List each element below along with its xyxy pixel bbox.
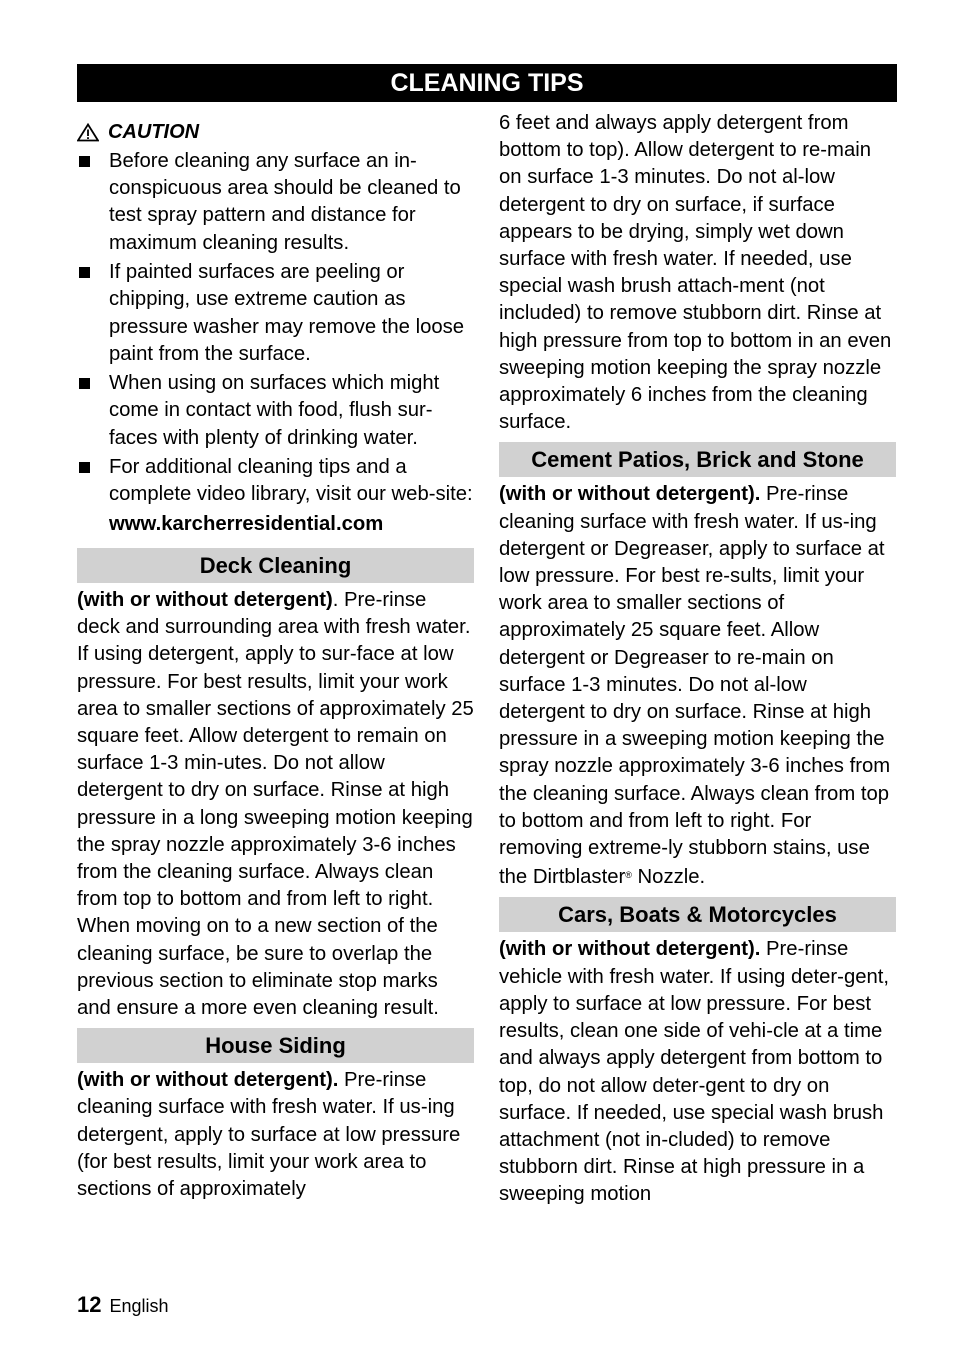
list-item [77,370,474,452]
cars-boats-text [499,936,896,1208]
section-heading-cars-boats: Cars, Boats & Motorcycles [499,897,896,932]
cars-boats-lead: (with or without detergent). [499,938,761,961]
house-siding-text [77,1067,474,1203]
cement-patios-text [499,481,896,891]
cement-patios-body: Pre-rinse cleaning surface with fresh water. If us-ing detergent or Degreaser, apply to surface at low pressure. For best re-sults, limit your work area to smaller sections of approximately 25 square feet. Allow detergent or Degreaser to re-main on surface 1-3 minutes. Do not al-low detergent to dry on surface. Rinse at high pressure in a sweeping motion keeping the spray nozzle approximately 3-6 inches from the cleaning surface. Always clean from top to bottom and from left to right. For removing extreme-ly stubborn stains, use the Dirtblaster [499,483,891,889]
bullet-square-icon [79,267,90,278]
bullet-square-icon [79,462,90,473]
section-heading-house-siding: House Siding [77,1028,474,1063]
house-siding-continued: 6 feet and always apply detergent from bottom to top). Allow detergent to re-main on surface 1-3 minutes. Do not al-low detergent to dry on surface, if surface appears to be drying, simply wet down surface with fresh water. If needed, use special wash brush attach-ment (not included) to remove stubborn dirt. Rinse at high pressure from top to bottom in an even sweeping motion keeping the spray nozzle approximately 6 inches from the cleaning surface. [499,112,892,434]
caution-heading [77,116,474,148]
house-siding-body: Pre-rinse cleaning surface with fresh water. If us-ing detergent, apply to surface at low pressure (for best results, limit your work area to sections of approximately [77,1069,461,1201]
caution-label: CAUTION [108,121,200,143]
list-item [77,454,474,508]
bullet-text: If painted surfaces are peeling or chipping, use extreme caution as pressure washer may remove the loose paint from the surface. [109,261,465,365]
registered-mark: ® [625,870,632,881]
cars-boats-body: Pre-rinse vehicle with fresh water. If using deter-gent, apply to surface at low pressure. For best results, clean one side of vehi-cle at a time and always apply detergent from bottom to top, do not allow deter-gent to dry on surface. If needed, use special wash brush attachment (not in-cluded) to remove stubborn dirt. Rinse at high pressure in a sweeping motion [499,938,890,1206]
deck-cleaning-text [77,587,474,1022]
website-link[interactable]: www.karcherresidential.com [109,512,384,535]
cement-patios-lead: (with or without detergent). [499,483,761,506]
caution-list [77,148,474,509]
list-item [77,148,474,257]
section-heading-cement-patios: Cement Patios, Brick and Stone [499,442,896,477]
warning-triangle-icon [77,123,99,142]
cement-patios-tail: Nozzle. [631,866,706,889]
page-title: CLEANING TIPS [77,64,897,102]
right-column [499,110,896,1209]
bullet-text: When using on surfaces which might come in contact with food, flush sur-faces with plenty of drinking water. [109,372,440,449]
bullet-square-icon [79,156,90,167]
bullet-text: Before cleaning any surface an in-conspicuous area should be cleaned to test spray pattern and distance for maximum cleaning results. [109,150,461,254]
left-column [77,116,474,1203]
bullet-square-icon [79,378,90,389]
house-siding-lead: (with or without detergent). [77,1069,339,1092]
section-heading-deck-cleaning: Deck Cleaning [77,548,474,583]
list-item [77,259,474,368]
deck-cleaning-lead: (with or without detergent) [77,589,333,612]
bullet-text: For additional cleaning tips and a complete video library, visit our web-site: [109,456,473,506]
page-footer [77,1292,169,1318]
language-label: English [109,1296,169,1316]
page-number: 12 [77,1292,102,1317]
deck-cleaning-body: . Pre-rinse deck and surrounding area with fresh water. If using detergent, apply to sur-face at low pressure. For best results, limit your work area to smaller sections of approximately 25 square feet. Allow detergent to remain on surface 1-3 min-utes. Do not allow detergent to dry on surface. Rinse at high pressure in a long sweeping motion keeping the spray nozzle approximately 3-6 inches from the cleaning surface. Always clean from top to bottom and from left to right. When moving on to a new section of the cleaning surface, be sure to overlap the previous section to eliminate stop marks and ensure a more even cleaning result. [77,589,474,1020]
